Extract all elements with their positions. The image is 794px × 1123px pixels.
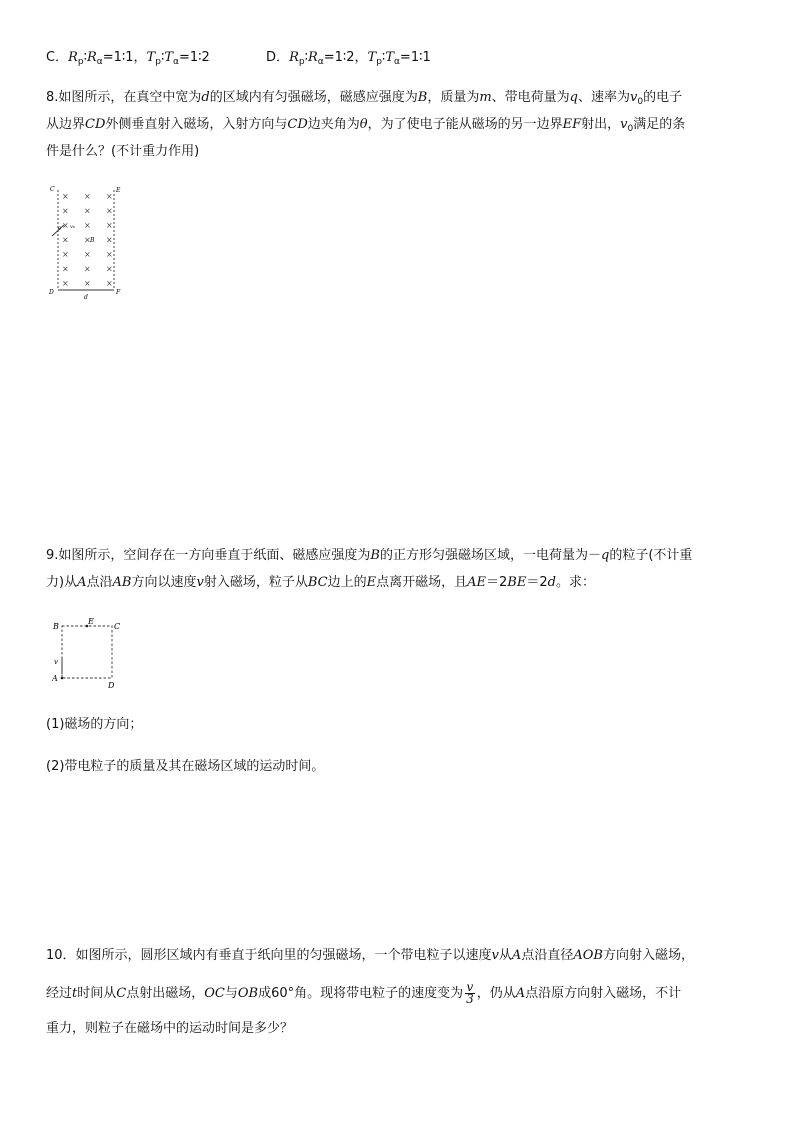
field-cross: × <box>106 206 113 216</box>
option-d-ratio-r: =1∶2， <box>323 50 368 65</box>
sub-p: p <box>298 57 305 67</box>
label-v0: v₀ <box>70 224 75 230</box>
var-ob: OB <box>237 986 259 1001</box>
option-c-ratio-r: =1∶1， <box>102 50 147 65</box>
sub-0: 0 <box>637 97 644 107</box>
var-ae: AE <box>467 575 486 590</box>
text: (2)带电粒子的质量及其在磁场区域的运动时间。 <box>46 759 325 774</box>
label-d-width: d <box>84 294 88 301</box>
sub-0: 0 <box>627 124 634 134</box>
colon: ∶ <box>83 50 87 65</box>
r-symbol: R <box>289 50 299 65</box>
text: 方向射入磁场， <box>602 948 694 963</box>
var-t: t <box>72 986 78 1001</box>
q9-sub-2 <box>46 758 324 776</box>
sub-alpha: α <box>317 57 324 67</box>
text: ，仍从 <box>476 986 516 1001</box>
q10-line-3 <box>46 1020 293 1038</box>
fraction-numerator: v <box>466 980 474 994</box>
text: 射出， <box>581 117 621 132</box>
cross-grid <box>62 192 113 288</box>
var-bc: BC <box>307 575 328 590</box>
text: 从边界 <box>46 117 86 132</box>
text: ＝2 <box>486 575 508 590</box>
var-d: d <box>201 90 210 105</box>
field-cross: × <box>62 250 69 259</box>
var-cd: CD <box>287 117 308 132</box>
q9-line-2 <box>46 574 595 592</box>
var-b: B <box>417 90 428 105</box>
text: 的区域内有匀强磁场，磁感应强度为 <box>209 90 418 105</box>
field-cross: × <box>62 279 69 288</box>
var-c: C <box>116 986 127 1001</box>
field-cross: × <box>106 250 113 259</box>
text: 与 <box>224 986 238 1001</box>
var-q: q <box>600 548 610 563</box>
q8-magnetic-field-diagram <box>44 180 134 305</box>
r-symbol: R <box>307 50 318 65</box>
text: 9.如图所示，空间存在一方向垂直于纸面、磁感应强度为 <box>46 548 371 563</box>
colon: ∶ <box>381 50 386 65</box>
text: 边夹角为 <box>307 117 360 132</box>
var-v: v <box>620 117 628 132</box>
field-cross: × <box>62 206 69 216</box>
var-theta: θ <box>359 117 368 132</box>
q8-line-3 <box>46 143 199 161</box>
option-c-ratio-t: =1∶2 <box>178 50 210 65</box>
text: 8.如图所示，在真空中宽为 <box>46 90 202 105</box>
t-symbol: T <box>164 50 173 65</box>
option-c-label: C． <box>46 50 69 65</box>
var-ab: AB <box>112 575 132 590</box>
text: ，质量为 <box>427 90 480 105</box>
text: ，为了使电子能从磁场的另一边界 <box>367 117 563 132</box>
text: 重力，则粒子在磁场中的运动时间是多少？ <box>46 1021 294 1036</box>
q9-line-1 <box>46 547 692 565</box>
option-d-ratio-t: =1∶1 <box>399 50 431 65</box>
q10-line-1 <box>46 947 694 965</box>
text: 力)从 <box>46 575 78 590</box>
field-cross: × <box>84 206 91 216</box>
var-a: A <box>77 575 87 590</box>
var-v: v <box>196 575 204 590</box>
field-cross: × <box>106 264 113 274</box>
colon: ∶ <box>304 50 308 65</box>
square-region <box>62 626 112 678</box>
r-symbol: R <box>86 50 97 65</box>
text: 边上的 <box>327 575 367 590</box>
var-m: m <box>479 90 492 105</box>
label-c: C <box>50 186 55 193</box>
label-e: E <box>116 187 121 194</box>
label-c: C <box>114 622 121 631</box>
field-cross: × <box>62 192 69 201</box>
text: 点沿直径 <box>521 948 574 963</box>
text: 点沿原方向射入磁场，不计 <box>525 986 682 1001</box>
label-b: B <box>90 237 95 244</box>
text: (1)磁场的方向； <box>46 717 143 732</box>
text: 。求： <box>555 575 595 590</box>
var-aob: AOB <box>573 948 603 963</box>
var-a: A <box>515 986 526 1001</box>
text: 外侧垂直射入磁场，入射方向与 <box>105 117 288 132</box>
sub-p: p <box>155 57 161 67</box>
sub-alpha: α <box>173 57 179 67</box>
text: ＝2 <box>526 575 548 590</box>
var-e: E <box>366 575 377 590</box>
field-cross: × <box>84 221 91 230</box>
var-ef: EF <box>562 117 582 132</box>
t-symbol: T <box>367 50 377 65</box>
text: 10．如图所示，圆形区域内有垂直于纸向里的匀强磁场，一个带电粒子以速度 <box>46 948 492 963</box>
label-v: v <box>54 658 58 666</box>
point-a <box>61 677 64 680</box>
q8-line-1 <box>46 89 682 111</box>
text: 点离开磁场，且 <box>376 575 468 590</box>
sub-p: p <box>77 57 84 67</box>
field-cross: × <box>84 279 91 288</box>
fraction-denominator: 3 <box>466 992 474 1006</box>
text: 件是什么？(不计重力作用) <box>46 144 200 159</box>
q9-square-field-diagram <box>44 614 134 694</box>
text: 满足的条 <box>633 117 686 132</box>
q8-line-2 <box>46 116 685 138</box>
var-cd: CD <box>85 117 106 132</box>
field-cross: × <box>84 250 91 259</box>
text: 、速率为 <box>578 90 631 105</box>
sub-alpha: α <box>393 57 400 67</box>
field-cross: × <box>106 221 113 230</box>
text: 的粒子(不计重 <box>609 548 693 563</box>
field-cross: × <box>62 221 69 230</box>
text: 点射出磁场， <box>126 986 205 1001</box>
var-oc: OC <box>204 986 225 1001</box>
var-v: v <box>630 90 638 105</box>
q10-line-2 <box>46 982 681 1005</box>
text: 的正方形匀强磁场区域，一电荷量为－ <box>379 548 601 563</box>
sub-p: p <box>376 57 382 67</box>
var-d: d <box>547 575 556 590</box>
colon: ∶ <box>160 50 165 65</box>
text: 经过 <box>46 986 73 1001</box>
text: 的电子 <box>643 90 683 105</box>
var-q: q <box>569 90 578 105</box>
label-a: A <box>52 674 58 683</box>
q9-sub-1 <box>46 716 142 734</box>
text: 时间从 <box>77 986 117 1001</box>
text: 从 <box>498 948 512 963</box>
var-be: BE <box>507 575 527 590</box>
field-cross: × <box>84 192 91 201</box>
label-b: B <box>53 622 59 631</box>
r-symbol: R <box>68 50 78 65</box>
text: 方向以速度 <box>131 575 197 590</box>
var-a: A <box>511 948 522 963</box>
text: 、带电荷量为 <box>491 90 570 105</box>
label-theta: θ <box>58 226 62 232</box>
q7-options-line <box>46 49 431 71</box>
field-cross: × <box>62 264 69 274</box>
var-b: B <box>370 548 380 563</box>
sub-alpha: α <box>96 57 103 67</box>
field-cross: × <box>106 235 113 245</box>
fraction-v-over-3 <box>465 982 475 1005</box>
field-cross: × <box>106 279 113 288</box>
var-v: v <box>491 948 499 963</box>
field-cross: × <box>84 264 91 274</box>
label-d: D <box>108 681 115 690</box>
label-e: E <box>88 617 94 626</box>
field-cross: × <box>106 192 113 201</box>
field-cross: × <box>62 235 69 245</box>
text: 点沿 <box>86 575 113 590</box>
text: 射入磁场，粒子从 <box>203 575 308 590</box>
option-d-label: D． <box>266 50 290 65</box>
t-symbol: T <box>146 50 156 65</box>
label-d: D <box>49 289 54 296</box>
field-cross: × <box>84 235 91 245</box>
t-symbol: T <box>385 50 394 65</box>
label-f: F <box>116 289 121 296</box>
text: 成60°角。现将带电粒子的速度变为 <box>258 986 464 1001</box>
